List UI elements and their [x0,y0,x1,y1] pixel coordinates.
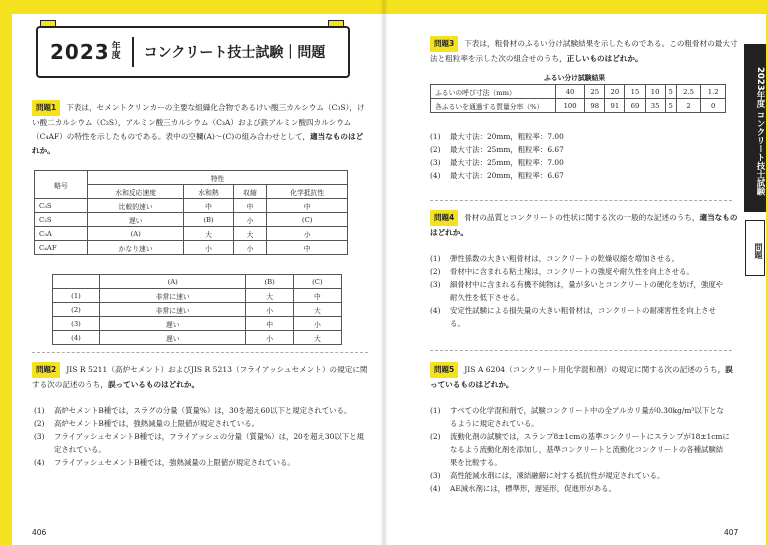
table-cell: 比較的速い [88,199,184,213]
option-text: フライアッシュセメントB種では，フライアッシュの分量（質量%）は，20を超え30以下と規定されている。 [54,432,364,454]
question-5-emphasis: 誤っているものはどれか。 [430,365,733,389]
option-item [34,430,364,456]
option-text: 骨材中に含まれる粘土塊は，コンクリートの強度や耐久性を向上させる。 [450,267,694,276]
option-item [430,469,730,482]
question-2 [32,362,368,392]
page-number-left: 406 [32,528,47,537]
question-4-text: 骨材の品質とコンクリートの性状に関する次の一般的な記述のうち， [464,213,700,222]
question-1-text: 下表は，セメントクリンカーの主要な組織化合物であるけい酸三カルシウム（C₃S），けい酸二カルシウム（C₂S），アルミン酸三カルシウム（C₃A）および鉄アルミン酸四カルシウム（C₄AF）の特性を示したものである。表中の空欄(A)～(C)の組み合わせとして， [32,103,365,141]
table-col-header: 水和反応速度 [88,185,184,199]
table-cell: 中 [184,199,233,213]
table-cell: かなり速い [88,241,184,255]
option-number: (4) [430,171,441,180]
section-divider [430,200,732,201]
option-number: (1) [34,406,45,415]
table-cell: 40 [556,85,585,99]
option-number: (3) [430,280,441,289]
table-col-header: (C) [293,275,341,289]
table-cell: 小 [246,303,293,317]
table-cell: (4) [53,331,100,345]
table-header-prop: 特性 [88,171,348,185]
table-row [53,289,342,303]
table-cell: 小 [293,317,341,331]
book-gutter [380,0,388,545]
table-cell: 91 [605,99,625,113]
option-number: (4) [430,484,441,493]
table-cell: (C) [267,213,348,227]
table-cell: 中 [267,199,348,213]
option-item [430,265,730,278]
option-number: (2) [34,419,45,428]
table-cell: 大 [184,227,233,241]
table-cell: 非常に速い [100,289,246,303]
table-row [53,331,342,345]
option-text: フライアッシュセメントB種では，強熱減量の上限値が規定されている。 [54,458,295,467]
option-item [430,304,730,330]
title-divider [132,37,134,67]
question-3 [430,36,740,66]
question-2-options [34,404,364,469]
table-row [53,317,342,331]
table-row [431,85,726,99]
question-5-text: JIS A 6204（コンクリート用化学混和剤）の規定に関する次の記述のうち， [464,365,726,374]
chapter-sub-tab: 問題 [745,220,765,276]
option-text: 最大寸法：20mm，粗粒率：6.67 [450,171,564,180]
question-5-label: 問題5 [430,362,458,378]
table-cell: 中 [233,199,267,213]
table-cell: 大 [233,227,267,241]
question-1 [32,100,368,158]
option-item [430,130,730,143]
table-col-header: (B) [246,275,293,289]
table-row [431,99,726,113]
option-text: 弾性係数の大きい粗骨材は，コンクリートの乾燥収縮を増加させる。 [450,254,679,263]
title-year-suffix: 年度 [111,42,121,61]
table-cell: 大 [246,289,293,303]
option-text: 細骨材中に含まれる有機不純物は，量が多いとコンクリートの硬化を妨げ，強度や耐久性を低下させる。 [450,280,724,302]
option-number: (3) [430,471,441,480]
table-row [35,227,348,241]
table-cell: 中 [246,317,293,331]
option-text: AE減水剤には，標準形，遅延形，促進形がある。 [450,484,616,493]
table-row [53,303,342,317]
chapter-sidebar [744,14,766,545]
table-cell: 2 [676,99,701,113]
option-number: (1) [430,406,441,415]
option-item [430,143,730,156]
table-cell: C₄AF [35,241,88,255]
table-cell: 0 [701,99,726,113]
option-number: (3) [430,158,441,167]
question-2-emphasis: 誤っているものはどれか。 [107,380,200,389]
table-cell: 2.5 [676,85,701,99]
page-number-right: 407 [724,528,739,537]
table-row [35,199,348,213]
question-5 [430,362,740,392]
table-cell: 10 [645,85,665,99]
chapter-tab: 2023年度 コンクリート技士試験 [744,44,766,212]
question-2-text: JIS R 5211（高炉セメント）およびJIS R 5213（フライアッシュセメント）の規定に関する次の記述のうち， [32,365,368,389]
table-cell: 100 [556,99,585,113]
table-cell: C₃S [35,199,88,213]
option-item [34,417,364,430]
table-cell: (A) [88,227,184,241]
option-item [430,169,730,182]
table-col-header [53,275,100,289]
question-3-label: 問題3 [430,36,458,52]
table-cell: 小 [233,241,267,255]
sieve-table [430,84,726,113]
option-number: (4) [430,306,441,315]
table-cell: 15 [625,85,645,99]
right-page [384,0,756,545]
table-cell: 大 [293,331,341,345]
table-cell: 遅い [100,331,246,345]
section-divider [430,350,732,351]
option-item [34,404,364,417]
table-cell: 5 [665,99,676,113]
question-4-options [430,252,730,330]
table-cell: 小 [184,241,233,255]
question-2-label: 問題2 [32,362,60,378]
table-row [35,213,348,227]
table-col-header: 収縮 [233,185,267,199]
title-year: 2023 [50,40,110,64]
option-number: (3) [34,432,45,441]
table-cell: 小 [267,227,348,241]
table-cell: 小 [246,331,293,345]
option-text: 安定性試験による損失量の大きい粗骨材は，コンクリートの耐凍害性を向上させる。 [450,306,716,328]
table-cell: (2) [53,303,100,317]
page-title: コンクリート技士試験｜問題 [143,45,326,61]
question-1-emphasis: 適当なものはどれか。 [32,132,364,155]
table-row-label: 各ふるいを通過する質量分率（%） [431,99,556,113]
table-cell: 35 [645,99,665,113]
option-item [430,482,730,495]
table-cell: 非常に速い [100,303,246,317]
option-number: (2) [430,432,441,441]
option-item [430,252,730,265]
option-item [430,156,730,169]
question-3-emphasis: 正しいものはどれか。 [566,54,643,63]
table-row [35,241,348,255]
left-page [12,0,384,545]
table-cell: 遅い [88,213,184,227]
table-col-header: (A) [100,275,246,289]
top-band [12,0,384,14]
table-header-abbr: 略号 [35,171,88,199]
table-cell: 小 [233,213,267,227]
table-cell: 中 [293,289,341,303]
table-cell: (3) [53,317,100,331]
table-cell: (1) [53,289,100,303]
table-col-header: 水和熱 [184,185,233,199]
table-cell: C₃A [35,227,88,241]
option-text: 高炉セメントB種では，強熱減量の上限値が規定されている。 [54,419,259,428]
option-text: すべての化学混和剤で，試験コンクリート中の全アルカリ量が0.30kg/m³以下となるように規定されている。 [450,406,724,428]
table-cell: 5 [665,85,676,99]
answer-choices-table [52,274,342,345]
characteristics-table [34,170,348,255]
option-item [34,456,364,469]
table-cell: 69 [625,99,645,113]
option-item [430,430,730,469]
option-number: (1) [430,132,441,141]
option-text: 最大寸法：25mm，粗粒率：7.00 [450,158,564,167]
option-number: (1) [430,254,441,263]
table-cell: C₂S [35,213,88,227]
table-cell: 大 [293,303,341,317]
option-text: 最大寸法：25mm，粗粒率：6.67 [450,145,564,154]
option-item [430,278,730,304]
question-3-options [430,130,730,182]
option-item [430,404,730,430]
top-band [384,0,756,14]
table-cell: 遅い [100,317,246,331]
table-cell: 中 [267,241,348,255]
table-cell: 1.2 [701,85,726,99]
table-cell: 25 [585,85,605,99]
question-3-text: 下表は，粗骨材のふるい分け試験結果を示したものである。この粗骨材の最大寸法と粗粒率を示した次の組合せのうち， [430,39,738,63]
table-cell: 98 [585,99,605,113]
table-cell: 20 [605,85,625,99]
option-text: 高性能減水剤には，凍結融解に対する抵抗性が規定されている。 [450,471,665,480]
question-4-emphasis: 適当なものはどれか。 [430,213,738,237]
question-1-label: 問題1 [32,100,60,116]
table-col-header: 化学抵抗性 [267,185,348,199]
question-4-label: 問題4 [430,210,458,226]
option-number: (2) [430,145,441,154]
option-text: 流動化剤の試験では，スランプ8±1cmの基準コンクリートにスランプが18±1cmになるよう流動化剤を添加し，基準コンクリートと流動化コンクリートの各種試験結果を比較する。 [450,432,730,467]
table-cell: (B) [184,213,233,227]
question-5-options [430,404,730,495]
option-number: (4) [34,458,45,467]
sieve-table-title: ふるい分け試験結果 [544,74,606,82]
table-row-label: ふるいの呼び寸法（mm） [431,85,556,99]
section-divider [32,352,368,353]
option-number: (2) [430,267,441,276]
option-text: 最大寸法：20mm，粗粒率：7.00 [450,132,564,141]
option-text: 高炉セメントB種では，スラグの分量（質量%）は，30を超え60以下と規定されている。 [54,406,352,415]
title-box [36,26,350,78]
question-4 [430,210,740,240]
